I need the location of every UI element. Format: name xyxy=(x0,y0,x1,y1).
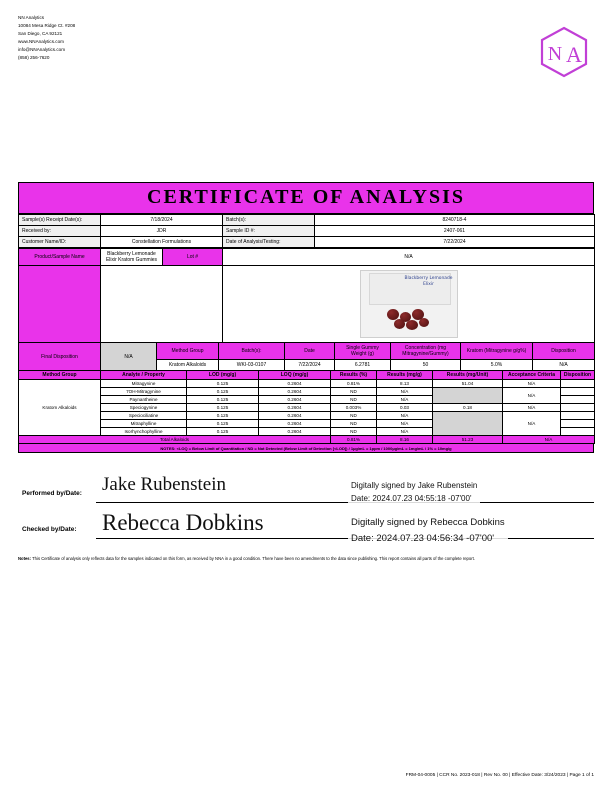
alk-header-8: Disposition xyxy=(561,371,595,380)
sample-photo-caption: Blackberry Lemonade Elixir xyxy=(404,276,453,287)
page-title: CERTIFICATE OF ANALYSIS xyxy=(18,182,594,214)
alk-loq: 0.2604 xyxy=(259,428,331,436)
alk-criteria: N/A xyxy=(503,404,561,412)
alk-disposition xyxy=(561,396,595,404)
alk-total-label: Total Alkaloids xyxy=(19,436,331,444)
gummy-piece xyxy=(406,320,418,330)
alk-disposition xyxy=(561,420,595,428)
logo-letter-a: A xyxy=(566,42,582,67)
performed-by-line xyxy=(96,502,594,503)
performed-by-stamp-line1: Digitally signed by Jake Rubenstein xyxy=(351,481,478,490)
letterhead-line-0: NN Analytics xyxy=(18,15,45,20)
received-by-label: Received by: xyxy=(19,226,101,237)
alk-criteria: N/A xyxy=(503,388,561,404)
alk-header-0: Method Group xyxy=(19,371,101,380)
disposition-header-6: Disposition xyxy=(533,343,595,360)
performed-by-label: Performed by/Date: xyxy=(22,490,82,497)
sample-id-label: Sample ID #: xyxy=(223,226,315,237)
letterhead-line-3: www.NNAnalytics.com xyxy=(18,39,64,45)
alk-mgg: 0.03 xyxy=(377,404,433,412)
alk-analyte: Mitragynine xyxy=(101,380,187,388)
disposition-header-0: Method Group xyxy=(157,343,219,360)
customer-value: Constellation Formulations xyxy=(101,237,223,248)
product-photo-table xyxy=(18,265,595,343)
table-row xyxy=(19,380,595,388)
checked-by-name: Rebecca Dobkins xyxy=(102,510,264,535)
alk-group-label: Kratom Alkaloids xyxy=(19,380,101,436)
final-disposition-value: N/A xyxy=(101,343,157,371)
alk-header-5: Results (mg/g) xyxy=(377,371,433,380)
alk-total-mgunit: 51.23 xyxy=(433,436,503,444)
alk-mgunit: 51.04 xyxy=(433,380,503,388)
analysis-date-value: 7/22/2024 xyxy=(315,237,595,248)
sample-info-table xyxy=(18,214,595,248)
alk-loq: 0.2604 xyxy=(259,420,331,428)
alk-header-3: LOQ (mg/g) xyxy=(259,371,331,380)
disposition-value-1: WKI-03-0107 xyxy=(219,360,285,371)
table-row xyxy=(19,404,595,412)
performed-by-stamp-line2: Date: 2024.07.23 04:55:18 -07'00' xyxy=(351,494,472,504)
alk-pct: 0.81% xyxy=(331,380,377,388)
alk-disposition xyxy=(561,388,595,396)
alk-loq: 0.2604 xyxy=(259,404,331,412)
alk-lod: 0.125 xyxy=(187,404,259,412)
alk-loq: 0.2604 xyxy=(259,380,331,388)
alk-loq: 0.2604 xyxy=(259,388,331,396)
table-row xyxy=(19,388,595,396)
table-row xyxy=(19,371,595,380)
alk-pct: ND xyxy=(331,388,377,396)
letterhead xyxy=(18,14,75,62)
checked-by-stamp xyxy=(348,514,508,547)
final-disposition-table xyxy=(18,342,595,371)
analysis-date-label: Date of Analysis/Testing: xyxy=(223,237,315,248)
sample-photo xyxy=(223,266,595,343)
alk-header-4: Results (%) xyxy=(331,371,377,380)
disposition-value-0: Kratom Alkaloids xyxy=(157,360,219,371)
table-row xyxy=(19,412,595,420)
disposition-header-3: Single Gummy Weight (g) xyxy=(335,343,391,360)
alk-disposition xyxy=(561,380,595,388)
certificate-body xyxy=(18,182,594,453)
batch-value: 8240718-4 xyxy=(315,215,595,226)
alk-pct: 0.003% xyxy=(331,404,377,412)
alk-lod: 0.125 xyxy=(187,420,259,428)
alk-criteria: N/A xyxy=(503,380,561,388)
footer-notes-text: This Certificate of analysis only reflects data for the samples indicated on this form, as received by NNA in a good condition. There have been no amendments to the data since publishing. This report contains all parts of the complete report. xyxy=(32,556,475,561)
alk-criteria: N/A xyxy=(503,412,561,436)
alk-lod: 0.125 xyxy=(187,380,259,388)
alk-disposition xyxy=(561,428,595,436)
alk-analyte: Speciogynine xyxy=(101,404,187,412)
disposition-value-6: N/A xyxy=(533,360,595,371)
checked-by-stamp-line1: Digitally signed by Rebecca Dobkins xyxy=(351,517,505,528)
lot-value: N/A xyxy=(223,249,595,266)
alk-total-pct: 0.81% xyxy=(331,436,377,444)
alk-mgunit: 0.18 xyxy=(433,404,503,412)
alk-analyte: 7OH-Mitragynine xyxy=(101,388,187,396)
table-row xyxy=(19,343,595,360)
alk-disposition xyxy=(561,404,595,412)
alk-lod: 0.125 xyxy=(187,396,259,404)
final-disposition-label: Final Disposition xyxy=(19,343,101,371)
product-name-value: Blackberry Lemonade Elixir Kratom Gummies xyxy=(101,249,163,266)
alk-mgg: N/A xyxy=(377,420,433,428)
table-row xyxy=(19,215,595,226)
gummy-piece xyxy=(394,319,405,329)
alk-lod: 0.125 xyxy=(187,428,259,436)
alk-mgg: N/A xyxy=(377,428,433,436)
performed-by-name: Jake Rubenstein xyxy=(102,474,227,495)
received-by-value: JDR xyxy=(101,226,223,237)
disposition-header-2: Date xyxy=(285,343,335,360)
checked-by-line xyxy=(96,538,594,539)
alk-analyte: Paynantheine xyxy=(101,396,187,404)
alk-lod: 0.125 xyxy=(187,388,259,396)
receipt-date-value: 7/18/2024 xyxy=(101,215,223,226)
alk-disposition xyxy=(561,412,595,420)
alk-header-1: Analyte / Property xyxy=(101,371,187,380)
company-logo-icon xyxy=(538,26,590,78)
table-row xyxy=(19,226,595,237)
customer-label: Customer Name/ID: xyxy=(19,237,101,248)
alk-mgunit-merged xyxy=(433,412,503,436)
alk-mgg: N/A xyxy=(377,396,433,404)
alk-analyte: Mitraphylline xyxy=(101,420,187,428)
letterhead-line-1: 10084 Mesa Ridge Ct. #208 xyxy=(18,23,76,29)
disposition-header-5: Kratom (Mitragynine g/g%) xyxy=(461,343,533,360)
alk-mgg: 8.13 xyxy=(377,380,433,388)
alk-mgunit-merged xyxy=(433,388,503,404)
performed-by-stamp xyxy=(348,478,480,506)
receipt-date-label: Sample(s) Receipt Date(s): xyxy=(19,215,101,226)
logo-letter-n: N xyxy=(547,43,563,65)
disposition-header-1: Batch(s): xyxy=(219,343,285,360)
alk-header-2: LOD (mg/g) xyxy=(187,371,259,380)
letterhead-line-4: info@NNAnalytics.com xyxy=(18,47,66,53)
checked-by-stamp-line2: Date: 2024.07.23 04:56:34 -07'00' xyxy=(351,532,495,544)
product-name-label: Product/Sample Name xyxy=(19,249,101,266)
batch-label: Batch(s): xyxy=(223,215,315,226)
footer-notes-label: Notes: xyxy=(18,556,32,561)
checked-by-signature-block xyxy=(18,510,594,552)
alk-header-6: Results (mg/Unit) xyxy=(433,371,503,380)
table-row xyxy=(19,249,595,266)
alk-pct: ND xyxy=(331,428,377,436)
alk-total-criteria: N/A xyxy=(503,436,595,444)
sample-photo-image xyxy=(360,270,458,338)
sample-id-value: 2407-061 xyxy=(315,226,595,237)
performed-by-signature-block xyxy=(18,474,594,514)
alk-lod: 0.125 xyxy=(187,412,259,420)
gummy-piece xyxy=(419,318,429,327)
letterhead-line-2: San Diego, CA 92121 xyxy=(18,31,63,37)
alk-mgg: N/A xyxy=(377,412,433,420)
alk-pct: ND xyxy=(331,420,377,428)
alk-loq: 0.2604 xyxy=(259,412,331,420)
alk-header-7: Acceptance Criteria xyxy=(503,371,561,380)
table-row xyxy=(19,266,595,343)
alkaloid-notes: NOTES: <LOQ = Below Limit of Quantitation / ND = Not Detected (Below Limit of Detection [<LOD]) / 1µg/mL = 1ppm / 1000µg/mL = 1mg/mL / 1% = 10mg/g xyxy=(18,444,594,453)
lot-label: Lot # xyxy=(163,249,223,266)
alk-total-mgg: 8.16 xyxy=(377,436,433,444)
alk-loq: 0.2604 xyxy=(259,396,331,404)
alk-pct: ND xyxy=(331,412,377,420)
disposition-value-5: 5.0% xyxy=(461,360,533,371)
alk-pct: ND xyxy=(331,396,377,404)
alk-mgg: N/A xyxy=(377,388,433,396)
letterhead-line-5: (858) 256-7620 xyxy=(18,55,50,61)
alk-analyte: Isorhynchophylline xyxy=(101,428,187,436)
checked-by-label: Checked by/Date: xyxy=(22,526,77,533)
table-row-total xyxy=(19,436,595,444)
table-row xyxy=(19,237,595,248)
disposition-value-3: 6.2781 xyxy=(335,360,391,371)
alkaloid-results-table xyxy=(18,370,595,444)
product-name-spacer xyxy=(101,266,223,343)
footer-notes xyxy=(18,556,594,563)
page-footer: FRM-04-0005 | CCR No. 2023-018 | Rev No. 00 | Effective Date: 3/24/2023 | Page 1 of 1 xyxy=(405,773,594,778)
disposition-header-4: Concentration (mg Mitragynine/Gummy) xyxy=(391,343,461,360)
alk-analyte: Speciociliatine xyxy=(101,412,187,420)
product-name-label-spacer xyxy=(19,266,101,343)
product-sample-table xyxy=(18,248,595,266)
disposition-value-4: 50 xyxy=(391,360,461,371)
disposition-value-2: 7/22/2024 xyxy=(285,360,335,371)
